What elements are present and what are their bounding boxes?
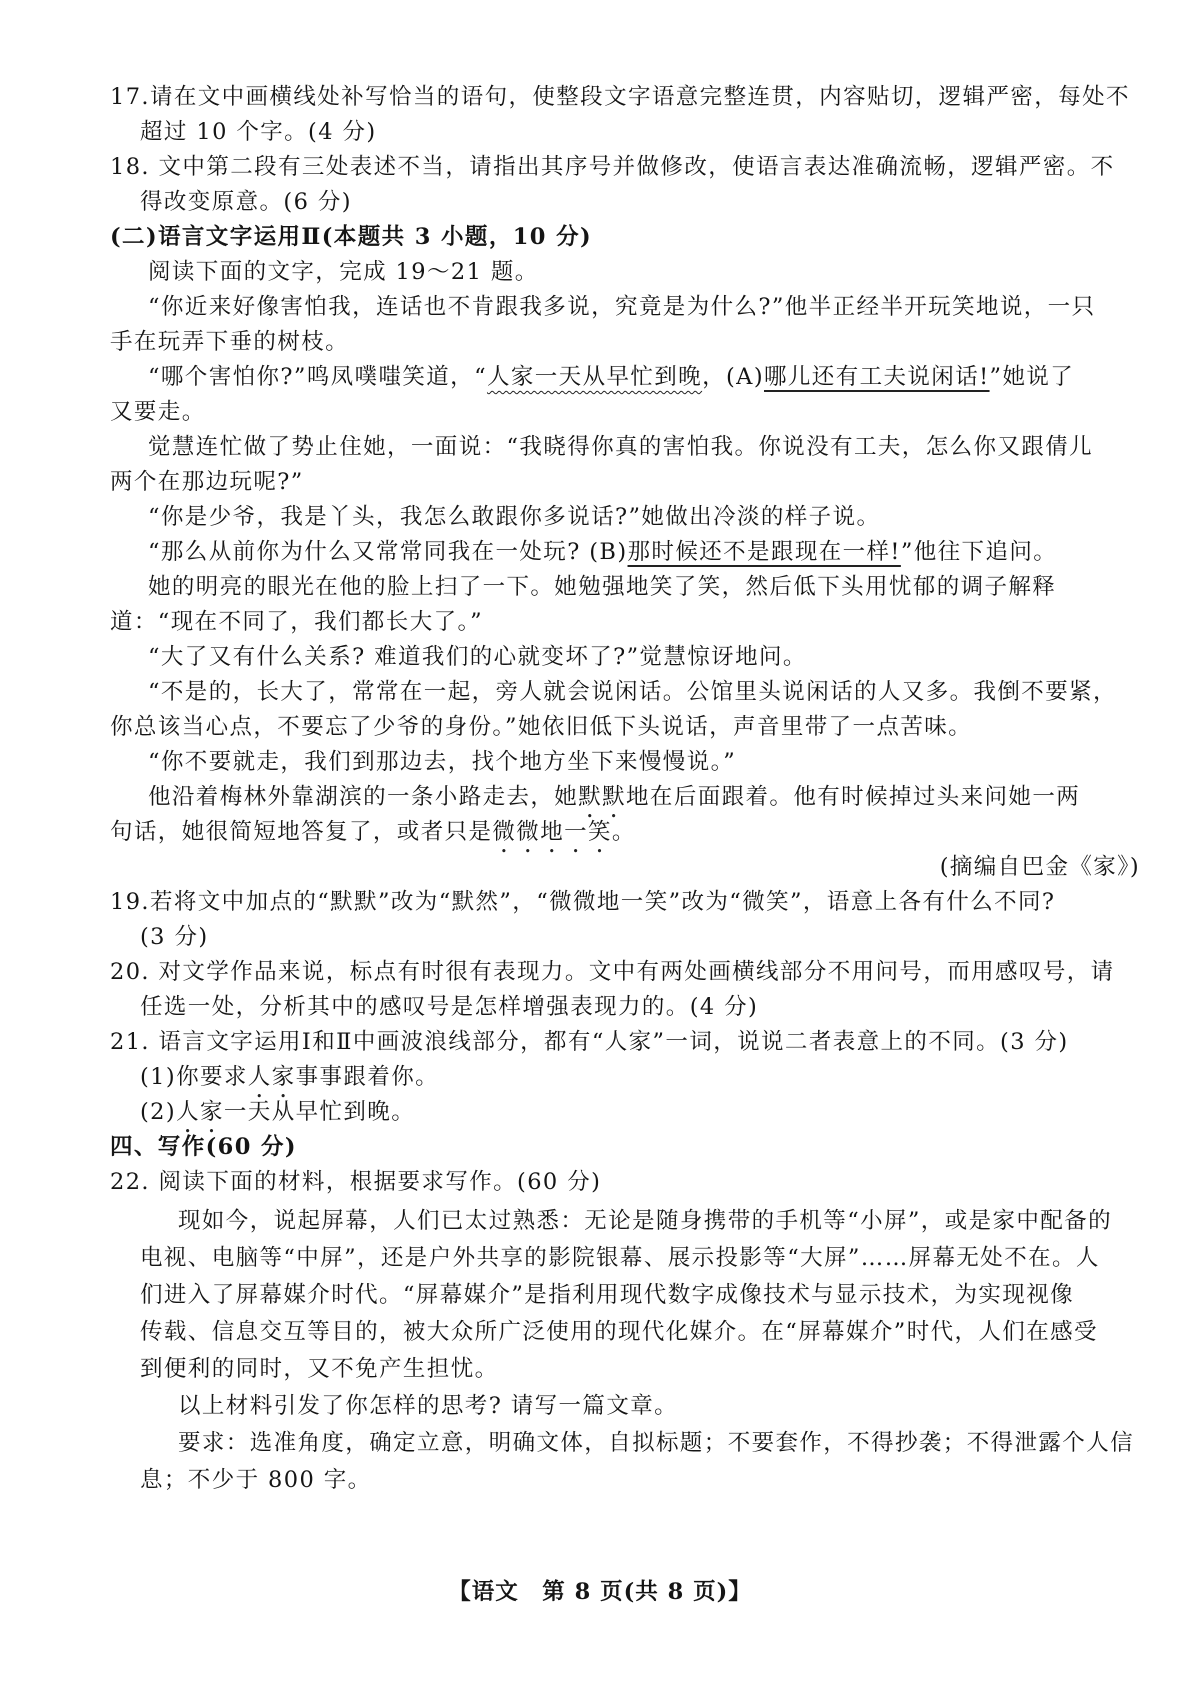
passage-p9: “你不要就走，我们到那边去，找个地方坐下来慢慢说。” [148, 749, 737, 775]
q20-line-1: 20. 对文学作品来说，标点有时很有表现力。文中有两处画横线部分不用问号，而用感叹号，请 [110, 959, 1115, 985]
dotted-word-renjia-2: 人家 [176, 1099, 224, 1125]
q22-line-1: 22. 阅读下面的材料，根据要求写作。(60 分) [110, 1169, 602, 1195]
q18-line-2: 得改变原意。(6 分) [140, 189, 352, 215]
q22-requirements-line-2: 息；不少于 800 字。 [140, 1467, 372, 1493]
section-2-intro: 阅读下面的文字，完成 19～21 题。 [148, 259, 539, 285]
passage-p6-line-2: 道：“现在不同了，我们都长大了。” [110, 609, 484, 635]
dotted-word-renjia-1: 人家 [247, 1064, 296, 1090]
passage-p6-line-1: 她的明亮的眼光在他的脸上扫了一下。她勉强地笑了笑，然后低下头用忧郁的调子解释 [148, 574, 1057, 600]
q17-line-1: 17.请在文中画横线处补写恰当的语句，使整段文字语意完整连贯，内容贴切，逻辑严密，每处不 [110, 84, 1130, 110]
page-footer: 【语文 第 8 页(共 8 页)】 [448, 1579, 752, 1605]
underlined-phrase-b: 那时候还不是跟现在一样! [627, 539, 901, 565]
section-4-heading: 四、写作(60 分) [110, 1134, 297, 1160]
passage-p10-line-1 [148, 779, 1178, 815]
q22-material-line-5: 到便利的同时，又不免产生担忧。 [140, 1356, 499, 1382]
q22-material-line-3: 们进入了屏幕媒介时代。“屏幕媒介”是指利用现代数字成像技术与显示技术，为实现视像 [140, 1282, 1075, 1308]
passage-p3-line-2: 两个在那边玩呢?” [110, 469, 304, 495]
p10-text-b: 地在后面跟着。他有时候掉过头来问她一两 [626, 784, 1081, 810]
p10-text-a: 他沿着梅林外靠湖滨的一条小路走去，她 [148, 784, 579, 810]
q21-item-2-b: 一天从早忙到晚。 [223, 1099, 416, 1125]
passage-p3-line-1: 觉慧连忙做了势止住她，一面说：“我晓得你真的害怕我。你说没有工夫，怎么你又跟倩儿 [148, 434, 1094, 460]
p2-text-a: “哪个害怕你?”鸣凤噗嗤笑道，“ [148, 364, 487, 390]
q21-item-2-a: (2) [140, 1099, 177, 1125]
dotted-phrase-weiwei: 微微地一笑 [492, 819, 612, 845]
q22-requirements-line-1: 要求：选准角度，确定立意，明确文体，自拟标题；不要套作，不得抄袭；不得泄露个人信 [178, 1430, 1135, 1456]
wavy-underlined-phrase: 人家一天从早忙到晚 [486, 364, 703, 390]
p10-l2-text-b: 。 [611, 819, 636, 845]
passage-p2-line-2: 又要走。 [110, 399, 206, 425]
q18-line-1: 18. 文中第二段有三处表述不当，请指出其序号并做修改，使语言表达准确流畅，逻辑严密。不 [110, 154, 1115, 180]
p10-l2-text-a: 句话，她很简短地答复了，或者只是 [110, 819, 493, 845]
q21-item-1-a: (1)你要求 [140, 1064, 248, 1090]
passage-p8-line-2: 你总该当心点，不要忘了少爷的身份。”她依旧低下头说话，声音里带了一点苦味。 [110, 714, 973, 740]
p5-text-a: “那么从前你为什么又常常同我在一处玩? (B) [148, 539, 628, 565]
q21-item-2 [140, 1094, 1170, 1130]
passage-source: (摘编自巴金《家》) [939, 854, 1140, 880]
passage-p5 [148, 534, 1178, 570]
q22-material-line-2: 电视、电脑等“中屏”，还是户外共享的影院银幕、展示投影等“大屏”……屏幕无处不在。人 [140, 1245, 1100, 1271]
passage-p1-line-1: “你近来好像害怕我，连话也不肯跟我多说，究竟是为什么?”他半正经半开玩笑地说，一只 [148, 294, 1096, 320]
p2-text-b: ，(A) [702, 364, 764, 390]
p2-text-c: ”她说了 [989, 364, 1075, 390]
underlined-phrase-a: 哪儿还有工夫说闲话! [764, 364, 990, 390]
q22-material-line-1: 现如今，说起屏幕，人们已太过熟悉：无论是随身携带的手机等“小屏”，或是家中配备的 [178, 1208, 1113, 1234]
q17-line-2: 超过 10 个字。(4 分) [140, 119, 377, 145]
q19-line-1: 19.若将文中加点的“默默”改为“默然”，“微微地一笑”改为“微笑”，语意上各有什么不同? [110, 889, 1056, 915]
p5-text-b: ”他往下追问。 [900, 539, 1058, 565]
passage-p2-line-1 [148, 359, 1178, 395]
q21-item-1 [140, 1059, 1170, 1095]
dotted-word-momo: 默默 [578, 784, 627, 810]
passage-p4: “你是少爷，我是丫头，我怎么敢跟你多说话?”她做出冷淡的样子说。 [148, 504, 881, 530]
q21-item-1-b: 事事跟着你。 [295, 1064, 439, 1090]
q22-prompt: 以上材料引发了你怎样的思考? 请写一篇文章。 [178, 1393, 679, 1419]
q19-line-2: (3 分) [140, 924, 209, 950]
passage-p1-line-2: 手在玩弄下垂的树枝。 [110, 329, 350, 355]
passage-p7: “大了又有什么关系? 难道我们的心就变坏了?”觉慧惊讶地问。 [148, 644, 807, 670]
passage-p8-line-1: “不是的，长大了，常常在一起，旁人就会说闲话。公馆里头说闲话的人又多。我倒不要紧， [148, 679, 1117, 705]
passage-p10-line-2 [110, 814, 1140, 850]
q20-line-2: 任选一处，分析其中的感叹号是怎样增强表现力的。(4 分) [140, 994, 759, 1020]
q21-line-1: 21. 语言文字运用Ⅰ和Ⅱ中画波浪线部分，都有“人家”一词，说说二者表意上的不同。(3 分) [110, 1029, 1069, 1055]
q22-material-line-4: 传载、信息交互等目的，被大众所广泛使用的现代化媒介。在“屏幕媒介”时代，人们在感受 [140, 1319, 1098, 1345]
section-2-heading: (二)语言文字运用Ⅱ(本题共 3 小题，10 分) [110, 224, 593, 250]
